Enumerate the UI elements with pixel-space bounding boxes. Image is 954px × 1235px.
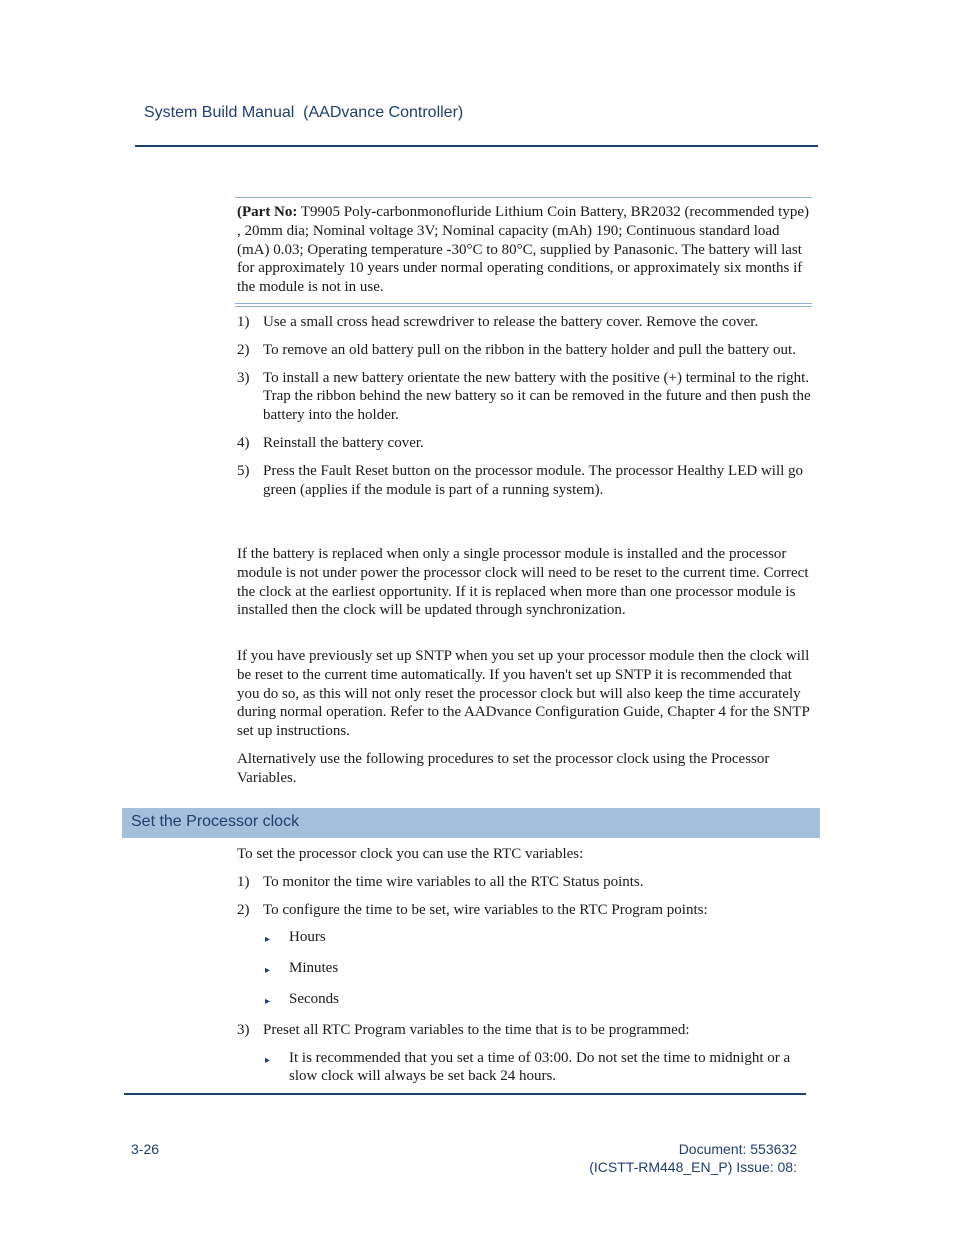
bullet-item: [263, 990, 812, 1012]
step-text: Reinstall the battery cover.: [263, 434, 424, 451]
bullet-text: Minutes: [289, 960, 339, 977]
document-number: Document: 553632: [678, 1141, 797, 1157]
list-item: [237, 369, 812, 425]
paragraph: [237, 545, 812, 620]
section-title: Set the Processor clock: [131, 813, 300, 830]
bullet-item: [263, 1049, 812, 1087]
battery-steps: [237, 313, 812, 499]
footer-divider: [124, 1093, 806, 1095]
bullet-text: Hours: [289, 929, 326, 946]
triangle-right-icon: ▸: [265, 995, 271, 1007]
document-issue: (ICSTT-RM448_EN_P) Issue: 08:: [589, 1159, 797, 1175]
part-no-label: (Part No:: [237, 204, 298, 220]
paragraph: [237, 647, 812, 741]
list-item: [237, 313, 812, 332]
step-text: To monitor the time wire variables to all the RTC Status points.: [263, 873, 644, 890]
list-item: [237, 434, 812, 453]
section-content: [237, 845, 812, 1086]
step-number: 2): [237, 341, 250, 358]
step-text: To install a new battery orientate the new battery with the positive (+) terminal to the right. Trap the ribbon behind the new battery so it can be removed in the future and then push the battery into the holder.: [263, 369, 811, 424]
document-info: [589, 1140, 797, 1176]
list-item: [237, 341, 812, 360]
header-divider: [135, 145, 818, 147]
page-number: 3-26: [131, 1141, 160, 1157]
step-text: Preset all RTC Program variables to the time that is to be programmed:: [263, 1021, 690, 1038]
list-item: [237, 873, 812, 892]
step-number: 1): [237, 314, 250, 330]
step-number: 4): [237, 434, 250, 451]
step-number: 1): [237, 873, 250, 890]
bullet-text: Seconds: [289, 990, 339, 1007]
bullet-text: It is recommended that you set a time of 03:00. Do not set the time to midnight or a slow clock will always be set back 24 hours.: [289, 1049, 791, 1085]
list-item: [237, 1021, 812, 1040]
step-number: 3): [237, 369, 250, 386]
part-no-text: T9905 Poly-carbonmonofluride Lithium Coin Battery, BR2032 (recommended type) , 20mm dia; Nominal voltage 3V; Nominal capacity (mAh) 190; Continuous standard load (mA) 0.03; Operating temperature -30°C to 80°C, supplied by Panasonic. The battery will last for approximately 10 years under normal operating conditions, or approximately six months if the module is not in use.: [237, 204, 809, 296]
paragraph: [237, 750, 812, 788]
triangle-right-icon: ▸: [265, 934, 271, 946]
triangle-right-icon: ▸: [265, 965, 271, 977]
step-number: 2): [237, 901, 250, 918]
triangle-right-icon: ▸: [265, 1054, 271, 1066]
step-text: To configure the time to be set, wire variables to the RTC Program points:: [263, 901, 708, 918]
list-item: [237, 901, 812, 920]
header-title: System Build Manual (AADvance Controller): [144, 104, 464, 121]
step-text: Use a small cross head screwdriver to release the battery cover. Remove the cover.: [263, 314, 759, 330]
step-number: 5): [237, 462, 250, 479]
list-item: [237, 462, 812, 500]
battery-note: [235, 197, 812, 297]
bullet-item: [263, 928, 812, 950]
paragraph-text: If the battery is replaced when only a single processor module is installed and the processor module is not under power the processor clock will need to be reset to the current time. Correct the clock at the earliest opportunity. If it is replaced when more than one processor module is installed then the clock will be updated through synchronization.: [237, 546, 809, 619]
section-intro: To set the processor clock you can use the RTC variables:: [237, 846, 584, 862]
paragraph-text: If you have previously set up SNTP when you set up your processor module then the clock will be reset to the current time automatically. If you haven't set up SNTP it is recommended that you do so, as this will not only reset the processor clock but will also keep the time accurately during normal operation. Refer to the AADvance Configuration Guide, Chapter 4 for the SNTP set up instructions.: [237, 648, 810, 740]
step-text: Press the Fault Reset button on the processor module. The processor Healthy LED will go green (applies if the module is part of a running system).: [263, 462, 804, 498]
note-divider: [235, 303, 812, 307]
bullet-item: [263, 959, 812, 981]
step-text: To remove an old battery pull on the ribbon in the battery holder and pull the battery out.: [263, 341, 796, 358]
paragraph-text: Alternatively use the following procedures to set the processor clock using the Processor Variables.: [237, 751, 770, 786]
battery-note-text: [237, 203, 810, 297]
step-number: 3): [237, 1021, 250, 1038]
